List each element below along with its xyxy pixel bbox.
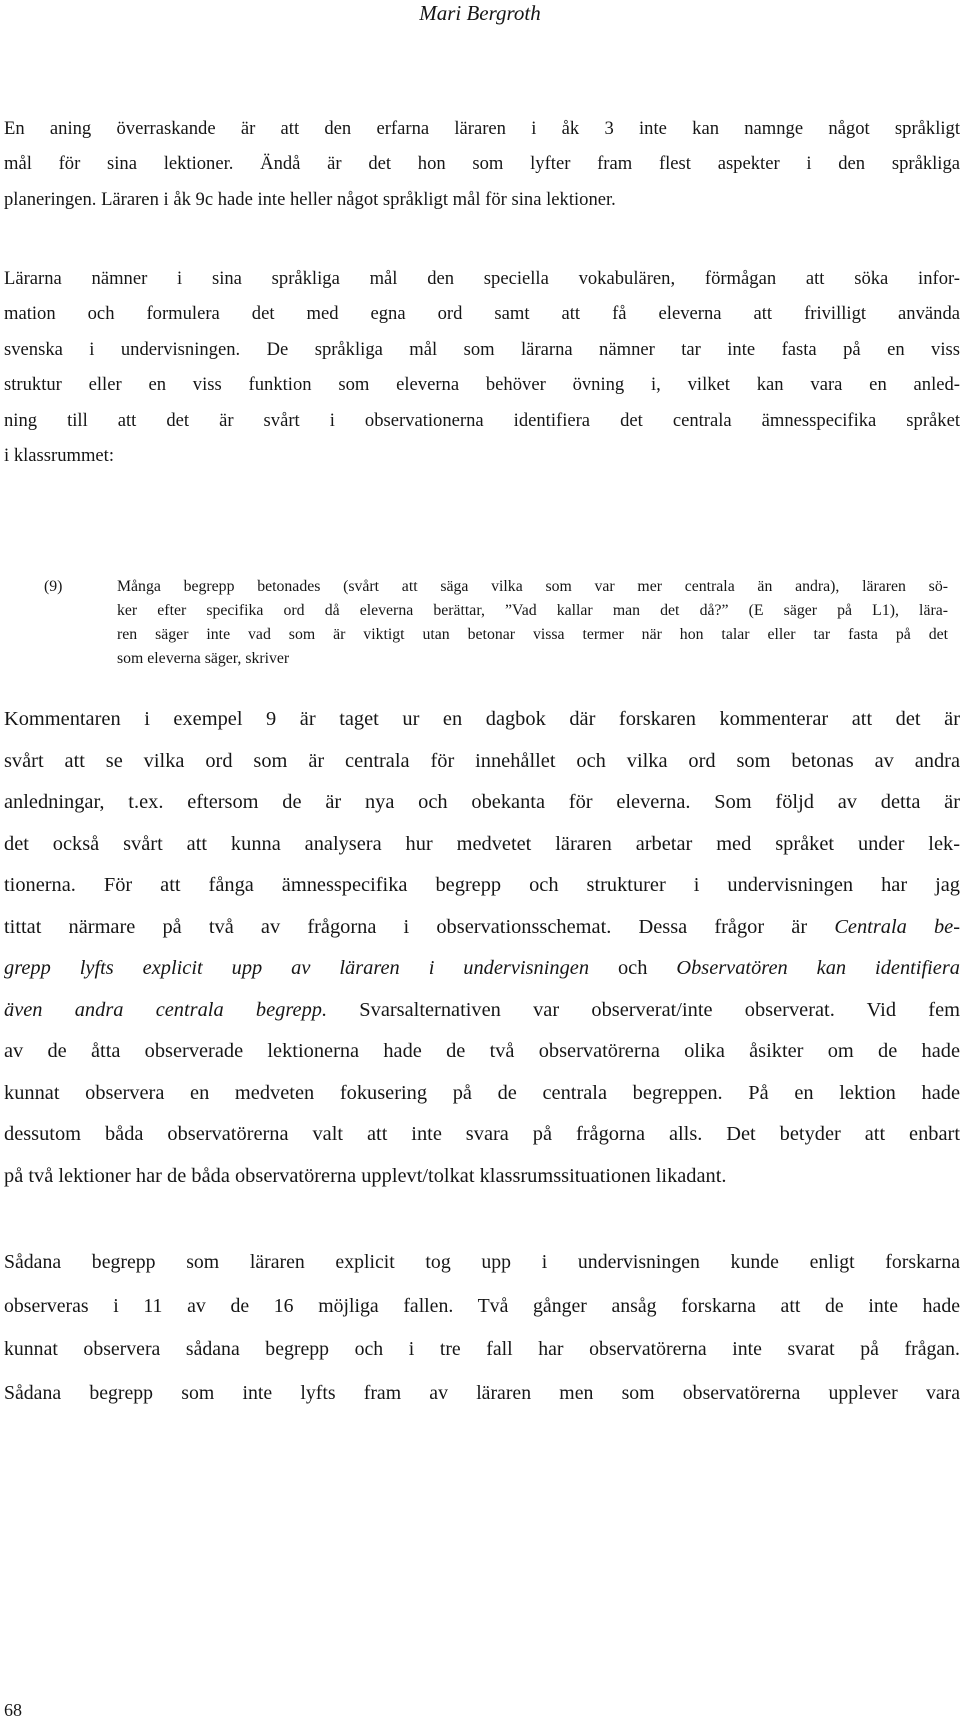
paragraph-commentary <box>4 699 960 1197</box>
text-line <box>4 990 960 1032</box>
italic-question-title: även andra centrala begrepp. <box>4 998 328 1021</box>
text-run: Svarsalternativen var observerat/inte observerat. Vid fem <box>327 998 960 1021</box>
text-line: observeras i 11 av de 16 möjliga fallen. Två gånger ansåg forskarna att de inte hade <box>4 1294 960 1317</box>
italic-question-title: grepp lyfts explicit upp av läraren i undervisningen <box>4 957 590 979</box>
text-line: på två lektioner har de båda observatörerna upplevt/tolkat klassrumssituationen likadant. <box>4 1164 727 1187</box>
paragraph-observations <box>4 1241 960 1415</box>
text-line: svårt att se vilka ord som är centrala för innehållet och vilka ord som betonas av andra <box>4 749 960 772</box>
example-number: (9) <box>44 578 63 595</box>
text-line: Kommentaren i exempel 9 är taget ur en dagbok där forskaren kommenterar att det är <box>4 708 960 730</box>
text-line <box>4 948 960 990</box>
example-line: som eleverna säger, skriver <box>117 650 290 667</box>
example-quote <box>0 575 960 675</box>
example-line: ker efter specifika ord då eleverna berättar, ”Vad kallar man det då?” (E säger på L1), lära- <box>117 602 948 619</box>
paragraph-language-goals <box>4 261 960 473</box>
text-line: mation och formulera det med egna ord samt att få eleverna att frivilligt använda <box>4 303 960 325</box>
text-line: Sådana begrepp som inte lyfts fram av läraren men som observatörerna upplever vara <box>4 1381 960 1404</box>
text-line: svenska i undervisningen. De språkliga mål som lärarna nämner tar inte fasta på en viss <box>4 338 960 360</box>
italic-question-title: Observatören kan identifiera <box>676 957 960 979</box>
text-line: dessutom båda observatörerna valt att inte svara på frågorna alls. Det betyder att enbart <box>4 1123 960 1145</box>
example-line: Många begrepp betonades (svårt att säga vilka som var mer centrala än andra), läraren sö- <box>117 578 948 595</box>
example-text <box>117 575 948 671</box>
text-line: anledningar, t.ex. eftersom de är nya och obekanta för eleverna. Som följd av detta är <box>4 791 960 813</box>
text-line: struktur eller en viss funktion som eleverna behöver övning i, vilket kan vara en anled- <box>4 374 960 396</box>
text-line: planeringen. Läraren i åk 9c hade inte heller något språkligt mål för sina lektioner. <box>4 188 616 210</box>
text-line: En aning överraskande är att den erfarna läraren i åk 3 inte kan namnge något språkligt <box>4 118 960 139</box>
text-line: kunnat observera en medveten fokusering på de centrala begreppen. På en lektion hade <box>4 1081 960 1104</box>
text-line: av de åtta observerade lektionerna hade de två observatörerna olika åsikter om de hade <box>4 1040 960 1062</box>
text-run: och <box>589 957 677 979</box>
text-line: ning till att det är svårt i observationerna identifiera det centrala ämnesspecifika språket <box>4 409 960 431</box>
text-line: i klassrummet: <box>4 445 115 467</box>
page-number: 68 <box>4 1700 22 1720</box>
text-line: Lärarna nämner i sina språkliga mål den speciella vokabulären, förmågan att söka infor- <box>4 268 960 289</box>
text-line: tionerna. För att fånga ämnesspecifika begrepp och strukturer i undervisningen har jag <box>4 874 960 896</box>
text-line <box>4 907 960 949</box>
text-line: mål för sina lektioner. Ändå är det hon som lyfter fram flest aspekter i den språkliga <box>4 153 960 175</box>
running-header-author: Mari Bergroth <box>419 1 541 25</box>
paragraph-intro <box>4 111 960 217</box>
text-line: det också svårt att kunna analysera hur medvetet läraren arbetar med språket under lek- <box>4 832 960 855</box>
text-line: kunnat observera sådana begrepp och i tre fall har observatörerna inte svarat på frågan. <box>4 1338 960 1360</box>
text-line: Sådana begrepp som läraren explicit tog upp i undervisningen kunde enligt forskarna <box>4 1251 960 1273</box>
text-run: tittat närmare på två av frågorna i observationsschemat. Dessa frågor är <box>4 915 835 938</box>
italic-question-title: Centrala be- <box>834 915 960 938</box>
example-line: ren säger inte vad som är viktigt utan betonar vissa termer när hon talar eller tar fasta på det <box>117 626 948 643</box>
